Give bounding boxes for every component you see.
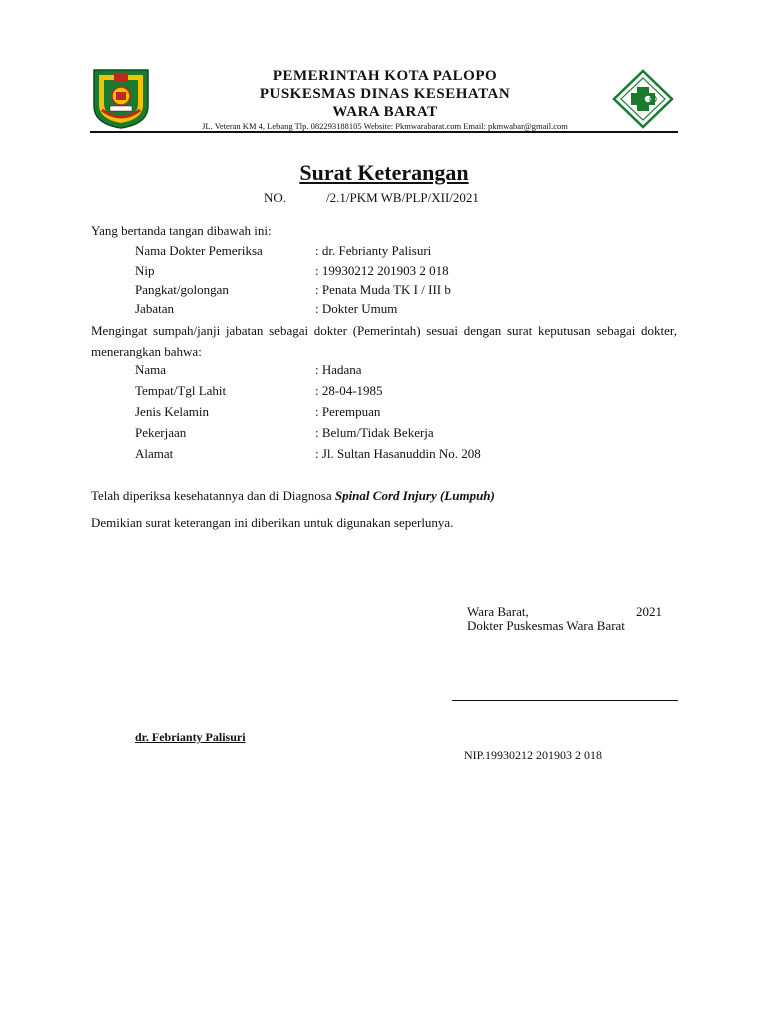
signer-value: : dr. Febrianty Palisuri [315, 243, 432, 258]
patient-label: Jenis Kelamin [135, 404, 210, 419]
signature-year: 2021 [636, 604, 662, 619]
signer-nip: NIP.19930212 201903 2 018 [464, 748, 603, 762]
patient-label: Tempat/Tgl Lahit [135, 383, 227, 398]
number-value: /2.1/PKM WB/PLP/XII/2021 [326, 190, 479, 205]
closing-text: Demikian surat keterangan ini diberikan untuk digunakan seperlunya. [91, 515, 454, 530]
signer-value: : Penata Muda TK I / III b [315, 282, 451, 297]
header-line-1: PEMERINTAH KOTA PALOPO [272, 68, 498, 84]
patient-value: : Jl. Sultan Hasanuddin No. 208 [315, 446, 481, 461]
puskesmas-cross-logo-icon [612, 69, 674, 129]
signer-value: : 19930212 201903 2 018 [315, 263, 449, 278]
document-title: Surat Keterangan [299, 160, 469, 185]
signer-label: Nama Dokter Pemeriksa [135, 243, 263, 258]
header-line-3: WARA BARAT [332, 104, 438, 120]
signature-place: Wara Barat, [467, 604, 529, 619]
signature-role: Dokter Puskesmas Wara Barat [467, 618, 625, 633]
signer-name: dr. Febrianty Palisuri [135, 730, 246, 744]
header-address: JL. Veteran KM 4, Lebang Tlp. 082293188105 Website: Pkmwarabarat.com Email: pkmwabar@gmail.com [202, 121, 568, 131]
statement-paragraph: Mengingat sumpah/janji jabatan sebagai dokter (Pemerintah) sesuai dengan surat keputusan sebagai dokter, menerangkan bahwa: [91, 323, 677, 359]
signer-label: Nip [135, 263, 155, 278]
header-divider [90, 131, 678, 133]
patient-label: Nama [135, 362, 167, 377]
intro-text: Yang bertanda tangan dibawah ini: [91, 223, 272, 238]
patient-label: Pekerjaan [135, 425, 187, 440]
signature-line [452, 700, 678, 701]
patient-value: : Belum/Tidak Bekerja [315, 425, 434, 440]
number-label: NO. [264, 190, 287, 205]
diagnosis-value: Spinal Cord Injury (Lumpuh) [334, 488, 495, 503]
signer-value: : Dokter Umum [315, 301, 398, 316]
diagnosis-prefix: Telah diperiksa kesehatannya dan di Diagnosa [91, 488, 335, 503]
kota-palopo-crest-icon [90, 66, 152, 130]
patient-value: : 28-04-1985 [315, 383, 383, 398]
patient-value: : Hadana [315, 362, 362, 377]
signer-label: Pangkat/golongan [135, 282, 229, 297]
signer-label: Jabatan [135, 301, 174, 316]
patient-value: : Perempuan [315, 404, 381, 419]
patient-label: Alamat [135, 446, 174, 461]
diagnosis-line [91, 488, 495, 504]
header-line-2: PUSKESMAS DINAS KESEHATAN [259, 86, 511, 102]
